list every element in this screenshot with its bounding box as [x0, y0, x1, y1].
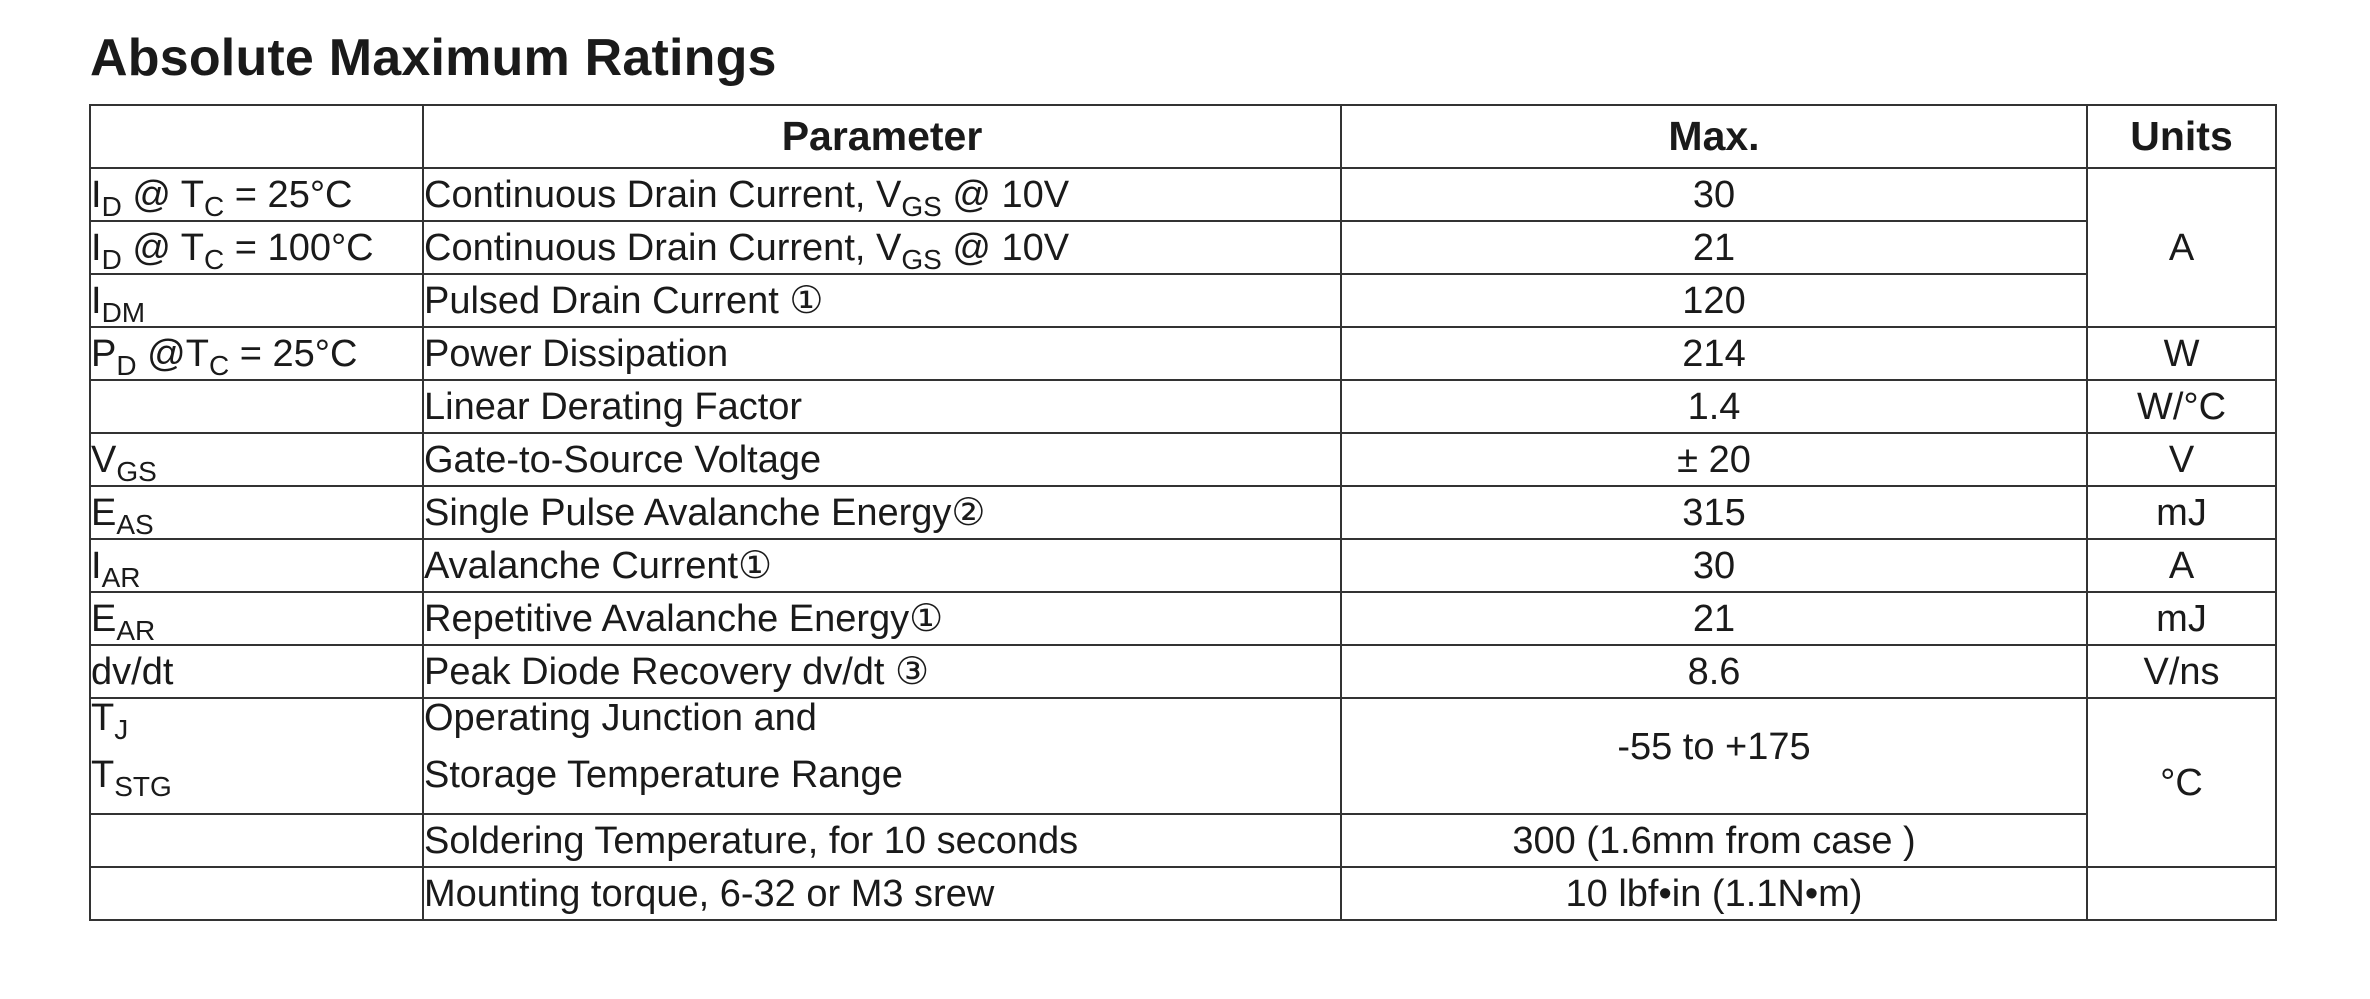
symbol-cell: $I_D$ @ $T_C = 25^\circ C$ — [90, 168, 423, 221]
symbol-cell — [90, 814, 423, 867]
max-cell: 1.4 — [1341, 380, 2087, 433]
table-row — [90, 168, 2276, 221]
table-row — [90, 867, 2276, 920]
max-cell: -55 to +175 — [1341, 698, 2087, 814]
parameter-cell: Operating Junction and Storage Temperature Range — [423, 698, 1341, 814]
symbol-cell: dv/dt — [90, 645, 423, 698]
unit-cell: A — [2087, 539, 2276, 592]
header-symbol — [90, 105, 423, 168]
unit-cell: V/ns — [2087, 645, 2276, 698]
symbol-cell: $I_{AR}$ — [90, 539, 423, 592]
unit-cell: W/°C — [2087, 380, 2276, 433]
parameter-cell: Mounting torque, 6-32 or M3 srew — [423, 867, 1341, 920]
page-title: Absolute Maximum Ratings — [90, 29, 777, 87]
table-row — [90, 327, 2276, 380]
max-cell: 300 (1.6mm from case ) — [1341, 814, 2087, 867]
symbol-cell: $T_J$ $T_{STG}$ — [90, 698, 423, 814]
header-max: Max. — [1341, 105, 2087, 168]
unit-cell: V — [2087, 433, 2276, 486]
max-cell: 21 — [1341, 592, 2087, 645]
header-parameter: Parameter — [423, 105, 1341, 168]
unit-cell-merged: °C — [2087, 698, 2276, 867]
parameter-cell: Single Pulse Avalanche Energy② — [423, 486, 1341, 539]
max-cell: 10 lbf•in (1.1N•m) — [1341, 867, 2087, 920]
max-cell: 30 — [1341, 168, 2087, 221]
parameter-cell: Peak Diode Recovery dv/dt ③ — [423, 645, 1341, 698]
max-cell: 30 — [1341, 539, 2087, 592]
absolute-max-ratings-table — [89, 104, 2277, 921]
table-row — [90, 274, 2276, 327]
table-row — [90, 380, 2276, 433]
symbol-cell: $E_{AR}$ — [90, 592, 423, 645]
unit-cell — [2087, 867, 2276, 920]
unit-cell: W — [2087, 327, 2276, 380]
symbol-cell: $P_D$ $@T_C = 25^\circ C$ — [90, 327, 423, 380]
symbol-cell: $I_{DM}$ — [90, 274, 423, 327]
table-row — [90, 433, 2276, 486]
unit-cell-merged: A — [2087, 168, 2276, 327]
symbol-cell — [90, 380, 423, 433]
parameter-cell: Pulsed Drain Current ① — [423, 274, 1341, 327]
symbol-cell: $I_D$ @ $T_C = 100^\circ C$ — [90, 221, 423, 274]
symbol-cell: $V_{GS}$ — [90, 433, 423, 486]
table-row — [90, 645, 2276, 698]
parameter-cell: Linear Derating Factor — [423, 380, 1341, 433]
symbol-cell: $E_{AS}$ — [90, 486, 423, 539]
max-cell: 120 — [1341, 274, 2087, 327]
header-row — [90, 105, 2276, 168]
parameter-cell: Continuous Drain Current, $V_{GS}$ @ 10V — [423, 221, 1341, 274]
table-row — [90, 539, 2276, 592]
table-row — [90, 592, 2276, 645]
max-cell: 315 — [1341, 486, 2087, 539]
max-cell: ± 20 — [1341, 433, 2087, 486]
parameter-cell: Repetitive Avalanche Energy① — [423, 592, 1341, 645]
max-cell: 21 — [1341, 221, 2087, 274]
symbol-cell — [90, 867, 423, 920]
header-units: Units — [2087, 105, 2276, 168]
parameter-cell: Avalanche Current① — [423, 539, 1341, 592]
table-row — [90, 814, 2276, 867]
parameter-cell: Power Dissipation — [423, 327, 1341, 380]
parameter-cell: Soldering Temperature, for 10 seconds — [423, 814, 1341, 867]
table-row — [90, 486, 2276, 539]
table-row — [90, 221, 2276, 274]
parameter-cell: Continuous Drain Current, $V_{GS}$ @ 10V — [423, 168, 1341, 221]
parameter-cell: Gate-to-Source Voltage — [423, 433, 1341, 486]
unit-cell: mJ — [2087, 486, 2276, 539]
max-cell: 214 — [1341, 327, 2087, 380]
table-row — [90, 698, 2276, 814]
max-cell: 8.6 — [1341, 645, 2087, 698]
unit-cell: mJ — [2087, 592, 2276, 645]
